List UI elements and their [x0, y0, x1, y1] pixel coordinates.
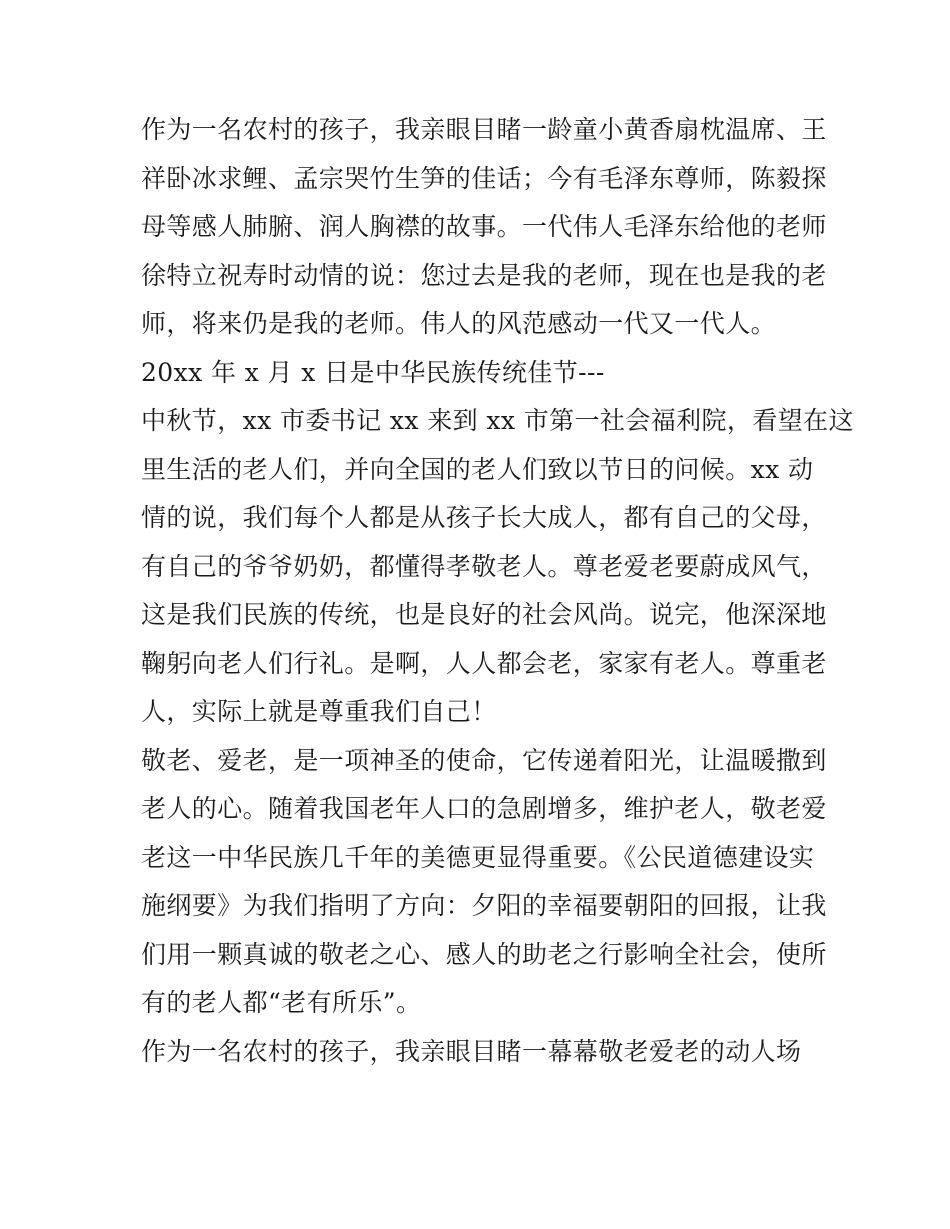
text-line: 20xx 年 x 月 x 日是中华民族传统佳节--- — [141, 357, 605, 387]
text-line: 老这一中华民族几千年的美德更显得重要。《公民道德建设实 — [141, 842, 815, 872]
text-line: 施纲要》为我们指明了方向：夕阳的幸福要朝阳的回报，让我 — [141, 891, 827, 920]
text-line: 祥卧冰求鲤、孟宗哭竹生笋的佳话；今有毛泽东尊师，陈毅探 — [141, 163, 827, 193]
text-line: 情的说，我们每个人都是从孩子长大成人，都有自己的父母， — [141, 503, 827, 532]
document-body — [141, 106, 854, 1076]
text-line: 作为一名农村的孩子，我亲眼目睹一龄童小黄香扇枕温席、王 — [141, 115, 827, 144]
text-line: 这是我们民族的传统，也是良好的社会风尚。说完，他深深地 — [141, 600, 827, 629]
text-line: 中秋节，xx 市委书记 xx 来到 xx 市第一社会福利院，看望在这 — [141, 406, 854, 435]
text-line: 老人的心。随着我国老年人口的急剧增多，维护老人，敬老爱 — [141, 794, 827, 823]
text-line: 师，将来仍是我的老师。伟人的风范感动一代又一代人。 — [141, 309, 777, 338]
text-line: 们用一颗真诚的敬老之心、感人的助老之行影响全社会，使所 — [141, 939, 827, 969]
text-line: 里生活的老人们，并向全国的老人们致以节日的问候。xx 动 — [141, 454, 814, 484]
text-line: 敬老、爱老，是一项神圣的使命，它传递着阳光，让温暖撒到 — [141, 745, 827, 775]
text-line: 徐特立祝寿时动情的说：您过去是我的老师，现在也是我的老 — [141, 260, 827, 290]
text-line: 鞠躬向老人们行礼。是啊，人人都会老，家家有老人。尊重老 — [141, 648, 827, 678]
text-line: 有的老人都“老有所乐”。 — [141, 988, 422, 1017]
text-line: 作为一名农村的孩子，我亲眼目睹一幕幕敬老爱老的动人场 — [141, 1036, 802, 1066]
text-line: 人，实际上就是尊重我们自己！ — [141, 697, 497, 726]
text-line: 母等感人肺腑、润人胸襟的故事。一代伟人毛泽东给他的老师 — [141, 212, 827, 241]
text-line: 有自己的爷爷奶奶，都懂得孝敬老人。尊老爱老要蔚成风气， — [141, 551, 827, 581]
